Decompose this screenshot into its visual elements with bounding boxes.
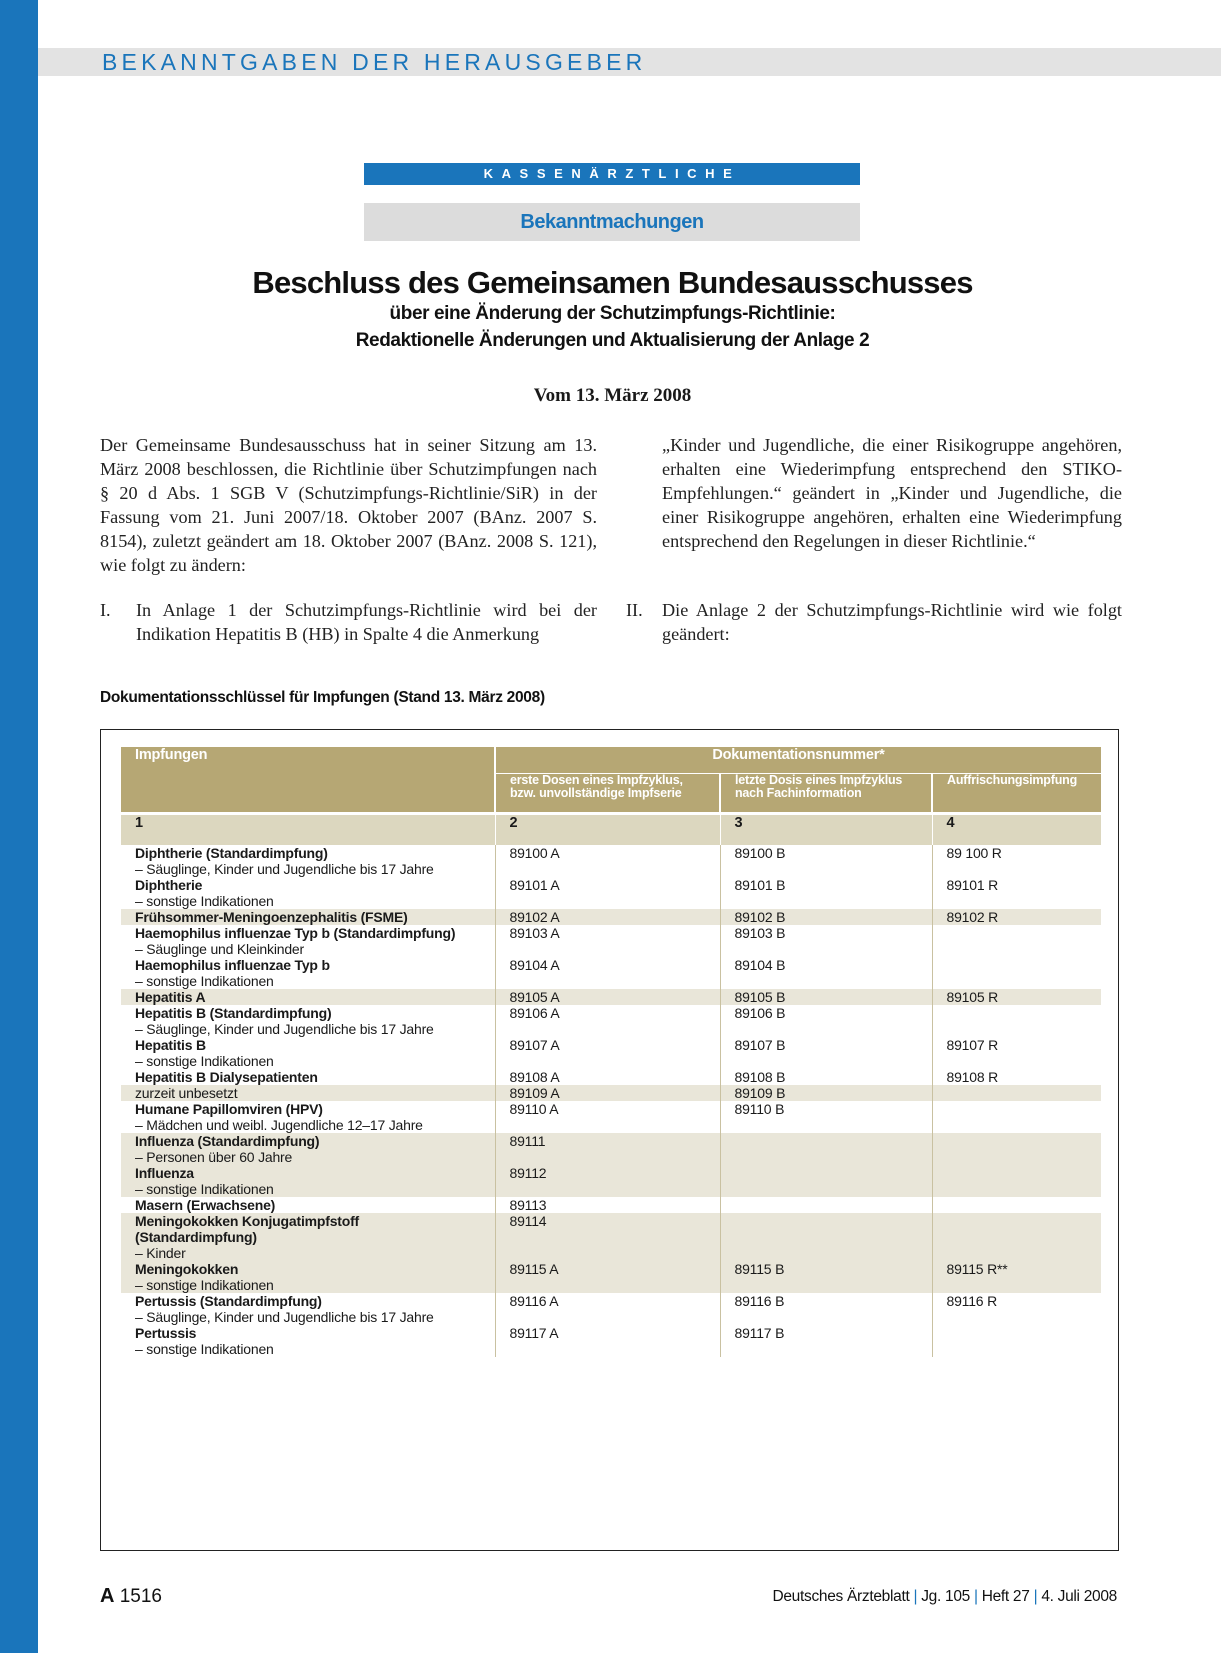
indication-name: Frühsommer-Meningoenzephalitis (FSME) xyxy=(135,909,408,925)
indication-cell xyxy=(121,1069,495,1085)
table-caption: Dokumentationsschlüssel für Impfungen (Stand 13. März 2008) xyxy=(100,689,545,706)
column-number: 1 xyxy=(121,814,495,846)
item2-number: II. xyxy=(626,600,643,620)
documentation-code-c2: 89103 A xyxy=(495,925,720,957)
item2-text: Die Anlage 2 der Schutzimpfungs-Richtlinie wird wie folgt geändert: xyxy=(662,600,1122,644)
continuation-paragraph: „Kinder und Jugendliche, die einer Risikogruppe angehören, erhalten eine Wiederimpfung entsprechend den STIKO-Empfehlungen.“ geändert in „Kinder und Jugendliche, die einer Risikogruppe angehören, erhalten eine Wiederimpfung entsprechend den Regelungen in dieser Richtlinie.“ xyxy=(662,435,1122,551)
documentation-code-c4 xyxy=(932,1197,1101,1213)
journal-volume: Jg. 105 xyxy=(921,1588,970,1605)
indication-cell xyxy=(121,957,495,989)
indication-detail: – Säuglinge, Kinder und Jugendliche bis 17 Jahre xyxy=(135,1021,434,1037)
header-col2: erste Dosen eines Impfzyklus, bzw. unvollständige Impfserie xyxy=(495,774,720,814)
documentation-code-c2: 89116 A xyxy=(495,1293,720,1325)
documentation-code-c4 xyxy=(932,1101,1101,1133)
column-number: 3 xyxy=(720,814,932,846)
documentation-code-c3 xyxy=(720,1165,932,1197)
table-row xyxy=(121,989,1101,1005)
page-prefix: A xyxy=(100,1585,115,1607)
table-row xyxy=(121,1293,1101,1325)
section-header: BEKANNTGABEN DER HERAUSGEBER xyxy=(102,49,647,75)
documentation-code-c3: 89107 B xyxy=(720,1037,932,1069)
indication-cell xyxy=(121,877,495,909)
indication-cell xyxy=(121,1261,495,1293)
documentation-key-table xyxy=(121,747,1101,1357)
indication-name: Hepatitis A xyxy=(135,989,206,1005)
documentation-code-c4 xyxy=(932,1085,1101,1101)
documentation-code-c4: 89101 R xyxy=(932,877,1101,909)
indication-detail: – Säuglinge, Kinder und Jugendliche bis 17 Jahre xyxy=(135,1309,434,1325)
table-row xyxy=(121,877,1101,909)
documentation-code-c4: 89115 R** xyxy=(932,1261,1101,1293)
documentation-code-c4 xyxy=(932,1325,1101,1357)
indication-cell xyxy=(121,1213,495,1261)
page-number xyxy=(100,1585,162,1608)
header-col4: Auffrischungsimpfung xyxy=(932,774,1101,814)
table-row xyxy=(121,1197,1101,1213)
left-accent-bar xyxy=(0,0,38,1653)
indication-cell xyxy=(121,989,495,1005)
documentation-code-c3: 89106 B xyxy=(720,1005,932,1037)
indication-name: Hepatitis B Dialysepatienten xyxy=(135,1069,318,1085)
documentation-code-c2: 89105 A xyxy=(495,989,720,1005)
documentation-code-c2: 89104 A xyxy=(495,957,720,989)
indication-detail: – sonstige Indikationen xyxy=(135,1277,274,1293)
section-header-band xyxy=(38,48,1221,76)
header-col3: letzte Dosis eines Impfzyklus nach Fachinformation xyxy=(720,774,932,814)
documentation-code-c2: 89110 A xyxy=(495,1101,720,1133)
indication-cell xyxy=(121,1101,495,1133)
documentation-code-c2: 89107 A xyxy=(495,1037,720,1069)
article-date: Vom 13. März 2008 xyxy=(533,385,692,406)
table-row xyxy=(121,925,1101,957)
documentation-code-c2: 89114 xyxy=(495,1213,720,1261)
indication-cell xyxy=(121,909,495,925)
documentation-code-c2: 89113 xyxy=(495,1197,720,1213)
indication-detail: – sonstige Indikationen xyxy=(135,893,274,909)
indication-name: Hepatitis B (Standardimpfung) xyxy=(135,1005,332,1021)
indication-cell xyxy=(121,845,495,877)
documentation-code-c2: 89109 A xyxy=(495,1085,720,1101)
item1-text: In Anlage 1 der Schutzimpfungs-Richtlinie wird bei der Indikation Hepatitis B (HB) in Spalte 4 die Anmerkung xyxy=(136,600,597,644)
indication-cell xyxy=(121,1165,495,1197)
indication-name: Influenza (Standardimpfung) xyxy=(135,1133,320,1149)
article-subtitle-line1: über eine Änderung der Schutzimpfungs-Richtlinie: xyxy=(389,303,836,324)
documentation-code-c2: 89115 A xyxy=(495,1261,720,1293)
documentation-code-c2: 89111 xyxy=(495,1133,720,1165)
indication-name: Hepatitis B xyxy=(135,1037,206,1053)
documentation-code-c3: 89116 B xyxy=(720,1293,932,1325)
table-row xyxy=(121,1069,1101,1085)
documentation-code-c4: 89 100 R xyxy=(932,845,1101,877)
indication-cell xyxy=(121,1085,495,1101)
documentation-code-c3 xyxy=(720,1213,932,1261)
indication-detail: – Mädchen und weibl. Jugendliche 12–17 Jahre xyxy=(135,1117,423,1133)
documentation-code-c3: 89103 B xyxy=(720,925,932,957)
documentation-code-c4 xyxy=(932,1213,1101,1261)
header-dokumentationsnummer: Dokumentationsnummer* xyxy=(495,747,1101,774)
table-row xyxy=(121,845,1101,877)
indication-cell xyxy=(121,1133,495,1165)
documentation-code-c3: 89105 B xyxy=(720,989,932,1005)
documentation-code-c3: 89101 B xyxy=(720,877,932,909)
documentation-code-c3: 89115 B xyxy=(720,1261,932,1293)
table-row xyxy=(121,1261,1101,1293)
table-row xyxy=(121,1037,1101,1069)
documentation-code-c4 xyxy=(932,1005,1101,1037)
documentation-code-c2: 89102 A xyxy=(495,909,720,925)
documentation-code-c4: 89107 R xyxy=(932,1037,1101,1069)
documentation-code-c3: 89104 B xyxy=(720,957,932,989)
indication-detail: – Kinder xyxy=(135,1245,186,1261)
documentation-code-c2: 89100 A xyxy=(495,845,720,877)
table-row xyxy=(121,1213,1101,1261)
intro-paragraph: Der Gemeinsame Bundesausschuss hat in seiner Sitzung am 13. März 2008 beschlossen, die Richtlinie über Schutzimpfungen nach § 20 d Abs. 1 SGB V (Schutzimpfungs-Richtlinie/SiR) in der Fassung vom 21. Juni 2007/18. Oktober 2007 (BAnz. 2007 S. 8154), zuletzt geändert am 18. Oktober 2007 (BAnz. 2008 S. 121), wie folgt zu ändern: xyxy=(100,435,597,575)
indication-detail: – Säuglinge und Kleinkinder xyxy=(135,941,304,957)
journal-issue: Heft 27 xyxy=(981,1588,1030,1605)
indication-cell xyxy=(121,1005,495,1037)
documentation-code-c2: 89112 xyxy=(495,1165,720,1197)
item1-number: I. xyxy=(100,600,111,620)
documentation-code-c2: 89101 A xyxy=(495,877,720,909)
journal-footer: Deutsches Ärzteblatt | Jg. 105 | Heft 27 | 4. Juli 2008 xyxy=(772,1588,1117,1605)
documentation-code-c2: 89117 A xyxy=(495,1325,720,1357)
table-row xyxy=(121,1133,1101,1165)
documentation-code-c4 xyxy=(932,1133,1101,1165)
documentation-code-c3: 89108 B xyxy=(720,1069,932,1085)
indication-detail: – sonstige Indikationen xyxy=(135,1181,274,1197)
documentation-code-c4: 89102 R xyxy=(932,909,1101,925)
column-number: 2 xyxy=(495,814,720,846)
documentation-code-c3: 89117 B xyxy=(720,1325,932,1357)
documentation-code-c4 xyxy=(932,957,1101,989)
documentation-code-c4 xyxy=(932,1165,1101,1197)
indication-name: Haemophilus influenzae Typ b (Standardimpfung) xyxy=(135,925,456,941)
indication-name: Influenza xyxy=(135,1165,194,1181)
indication-cell xyxy=(121,1037,495,1069)
documentation-code-c4: 89116 R xyxy=(932,1293,1101,1325)
category-label: Bekanntmachungen xyxy=(364,203,860,241)
table-row xyxy=(121,1325,1101,1357)
documentation-code-c4 xyxy=(932,925,1101,957)
indication-detail: – Säuglinge, Kinder und Jugendliche bis 17 Jahre xyxy=(135,861,434,877)
indication-name: Meningokokken Konjugatimpfstoff (Standardimpfung) xyxy=(135,1213,360,1245)
table-row xyxy=(121,909,1101,925)
documentation-code-c3 xyxy=(720,1197,932,1213)
documentation-code-c4: 89108 R xyxy=(932,1069,1101,1085)
documentation-code-c3: 89100 B xyxy=(720,845,932,877)
indication-cell xyxy=(121,1325,495,1357)
table-row xyxy=(121,1165,1101,1197)
documentation-code-c2: 89106 A xyxy=(495,1005,720,1037)
indication-name: Masern (Erwachsene) xyxy=(135,1197,276,1213)
indication-name: Haemophilus influenzae Typ b xyxy=(135,957,330,973)
header-impfungen: Impfungen xyxy=(121,747,495,814)
indication-name: Diphtherie xyxy=(135,877,203,893)
indication-name: Pertussis (Standardimpfung) xyxy=(135,1293,322,1309)
indication-name: Pertussis xyxy=(135,1325,197,1341)
documentation-code-c4: 89105 R xyxy=(932,989,1101,1005)
indication-name: zurzeit unbesetzt xyxy=(135,1085,238,1101)
organization-banner: KASSENÄRZTLICHE BUNDESVEREINIGUNG xyxy=(364,163,860,185)
documentation-code-c3: 89109 B xyxy=(720,1085,932,1101)
article-title: Beschluss des Gemeinsamen Bundesausschusses xyxy=(252,265,973,300)
journal-name: Deutsches Ärzteblatt xyxy=(772,1588,910,1605)
indication-cell xyxy=(121,925,495,957)
indication-detail: – sonstige Indikationen xyxy=(135,1341,274,1357)
indication-cell xyxy=(121,1293,495,1325)
documentation-code-c3: 89102 B xyxy=(720,909,932,925)
table-row xyxy=(121,1101,1101,1133)
column-number: 4 xyxy=(932,814,1101,846)
page-number-value: 1516 xyxy=(119,1586,163,1607)
indication-name: Diphtherie (Standardimpfung) xyxy=(135,845,328,861)
journal-date: 4. Juli 2008 xyxy=(1041,1588,1117,1605)
table-row xyxy=(121,1005,1101,1037)
indication-detail: – sonstige Indikationen xyxy=(135,973,274,989)
documentation-code-c3 xyxy=(720,1133,932,1165)
indication-detail: – sonstige Indikationen xyxy=(135,1053,274,1069)
table-row xyxy=(121,1085,1101,1101)
documentation-code-c2: 89108 A xyxy=(495,1069,720,1085)
table-row xyxy=(121,957,1101,989)
indication-detail: – Personen über 60 Jahre xyxy=(135,1149,293,1165)
article-subtitle-line2: Redaktionelle Änderungen und Aktualisierung der Anlage 2 xyxy=(355,330,870,351)
indication-name: Meningokokken xyxy=(135,1261,239,1277)
documentation-code-c3: 89110 B xyxy=(720,1101,932,1133)
indication-cell xyxy=(121,1197,495,1213)
indication-name: Humane Papillomviren (HPV) xyxy=(135,1101,323,1117)
